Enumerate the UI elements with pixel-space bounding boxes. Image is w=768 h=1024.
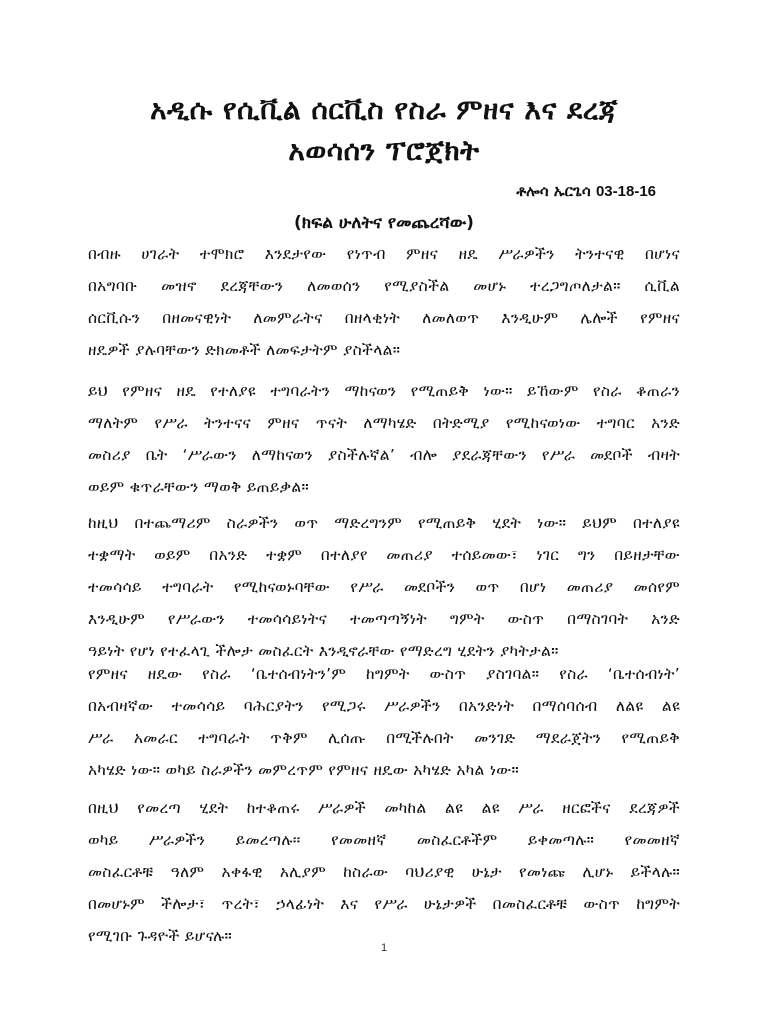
paragraph-line: ወካይ ሥራዎችን ይመረጣሉ፡፡ የመመዘኛ መስፈርቶችም ይቀመጣሉ። የመመዘኛ: [88, 831, 680, 849]
paragraph-line: ወይም ቁጥራቸውን ማወቅ ይጠይቃል።: [88, 478, 309, 496]
paragraph-5: [88, 792, 680, 952]
paragraph-line: በብዙ ሀገራት ተሞክሮ እንደታየው የነጥብ ምዘና ዘዴ ሥራዎችን ትንተናዊ በሆነና: [88, 245, 680, 263]
paragraph-3: [88, 507, 680, 667]
document-title-line-2: አወሳሰን ፕሮጀክት: [288, 134, 480, 167]
paragraph-line: መስፈርቶቹ ዓለም አቀፋዊ አሊያም ከስራው ባህሪያዊ ሁኔታ የመነጩ ሊሆኑ ይችላሉ።: [88, 863, 680, 881]
publication-date: 03-18-16: [595, 183, 656, 200]
paragraph-1: [88, 238, 680, 366]
paragraph-line: ዘዴዎች ያሉባቸውን ድክመቶች ለመፍታትም ያስችላል።: [88, 341, 401, 359]
paragraph-line: በአብዛኛው ተመሳሳይ ባሕርያትን የሚጋሩ ሥራዎችን በአንድነት በማሰባሰብ ለልዩ ልዩ: [88, 697, 680, 715]
paragraph-line: በመሆኑም ችሎታ፣ ጥረት፣ ኃላፊነት እና የሥራ ሁኔታዎች በመስፈርቶቹ ውስጥ ከግምት: [88, 895, 680, 913]
paragraph-line: ሥራ አመራር ተግባራት ጥቅም ሊሰጡ በሚችሉበት መንገድ ማደራጀትን የሚጠይቅ: [88, 729, 680, 747]
paragraph-4: [88, 658, 680, 786]
paragraph-2: [88, 375, 680, 503]
paragraph-line: ተቋማት ወይም በአንድ ተቋም በተለያየ መጠሪያ ተሰይመው፣ ነገር ግን በይዘታቸው: [88, 546, 680, 564]
author-name: ቶሎሳ ኡርጌሳ: [516, 182, 591, 200]
paragraph-line: ዓይነት የሆነ የተፈላጊ ችሎታ መስፈርት እንዲኖራቸው የማድረግ ሂደትን ያካትታል።: [88, 642, 559, 660]
document-title-line-1: አዲሱ የሲቪል ሰርቪስ የስራ ምዘና እና ደረጃ: [150, 93, 618, 126]
paragraph-line: ማለትም የሥራ ትንተናና ምዘና ጥናት ለማካሄድ በትድሚያ የሚከናወነው ተግባር አንድ: [88, 414, 680, 432]
section-heading: (ክፍል ሁለትና የመጨረሻው): [294, 213, 474, 233]
paragraph-line: እንዲሁም የሥራውን ተመሳሳይነትና ተመጣጣኝነት ግምት ውስጥ በማስገባት አንድ: [88, 610, 680, 628]
paragraph-line: መስሪያ ቤት ‘ሥራውን ለማከናወን ያስችሉኛል’ ብሎ ያደራጃቸውን የሥራ መደቦች ብዛት: [88, 446, 680, 464]
page-number: 1: [380, 942, 388, 954]
paragraph-line: የሚገቡ ጉዳዮች ይሆናሉ።: [88, 927, 233, 945]
paragraph-line: ይህ የምዘና ዘዴ የተለያዩ ተግባራትን ማከናወን የሚጠይቅ ነው። ይኸውም የስራ ቆጠራን: [88, 382, 680, 400]
paragraph-line: ሰርቪሱን በዘመናዊነት ለመምራትና በዘላቂነት ለመለወጥ እንዲሁም ሌሎች የምዘና: [88, 309, 680, 327]
paragraph-line: የምዘና ዘዴው የስራ ‘ቤተሰብነትን’ም ከግምት ውስጥ ያስገባል። የስራ ‘ቤተሰብነት’: [88, 665, 680, 683]
paragraph-line: ከዚህ በተጨማሪም ስራዎችን ወጥ ማድረግንም የሚጠይቅ ሂደት ነው። ይህም በተለያዩ: [88, 514, 680, 532]
paragraph-line: በዚህ የመረጣ ሂደት ከተቆጠሩ ሥራዎች መካከል ልዩ ልዩ ሥራ ዘርፎችና ደረጃዎች: [88, 799, 680, 817]
paragraph-line: በአግባቡ መዝኖ ደረጃቸውን ለመወሰን የሚያስችል መሆኑ ተረጋግጦለታል። ሲቪል: [88, 277, 680, 295]
paragraph-line: ተመሳሳይ ተግባራት የሚከናወኑባቸው የሥራ መደቦችን ወጥ በሆነ መጠሪያ መሰየም: [88, 578, 680, 596]
paragraph-line: አካሄድ ነው። ወካይ ስራዎችን መምረጥም የምዘና ዘዴው አካሄድ አካል ነው።: [88, 761, 520, 779]
byline: [516, 182, 656, 200]
